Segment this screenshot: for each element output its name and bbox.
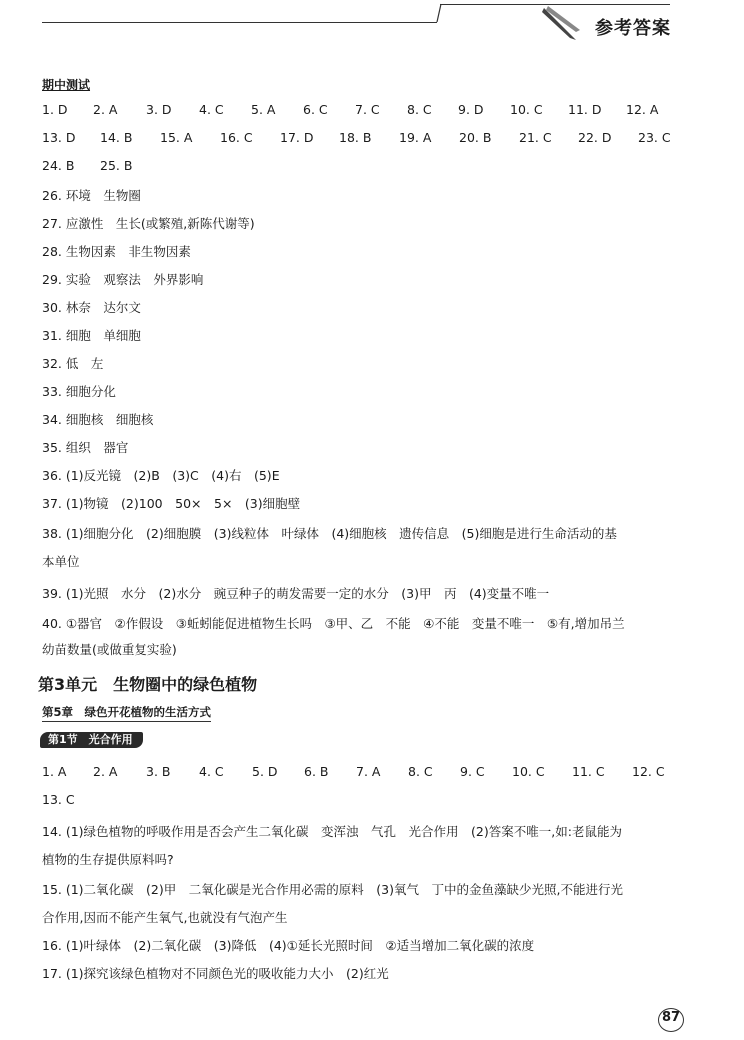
answer-cell: 2. A [93, 764, 118, 779]
answer-cell: 11. D [568, 102, 602, 117]
answer-line: 37. (1)物镜 (2)100 50× 5× (3)细胞壁 [42, 496, 301, 511]
answer-line-continued: 合作用,因而不能产生氧气,也就没有气泡产生 [42, 910, 288, 925]
answer-cell: 7. C [355, 102, 380, 117]
answer-cell: 10. C [510, 102, 543, 117]
answer-line: 39. (1)光照 水分 (2)水分 豌豆种子的萌发需要一定的水分 (3)甲 丙 (4)变量不唯一 [42, 586, 550, 601]
answer-cell: 5. A [251, 102, 276, 117]
answer-cell: 13. D [42, 130, 76, 145]
section-badge: 第1节 光合作用 [40, 732, 143, 748]
answer-cell: 23. C [638, 130, 671, 145]
answer-line: 30. 林奈 达尔文 [42, 300, 141, 315]
answer-cell: 9. D [458, 102, 484, 117]
answer-cell: 11. C [572, 764, 605, 779]
answer-cell: 16. C [220, 130, 253, 145]
header-title: 参考答案 [595, 18, 671, 39]
answer-line: 32. 低 左 [42, 356, 104, 371]
header-slant-decoration [420, 0, 460, 26]
answer-line-continued: 本单位 [42, 554, 80, 569]
answer-cell: 13. C [42, 792, 75, 807]
answer-line-continued: 植物的生存提供原料吗? [42, 852, 174, 867]
answer-cell: 21. C [519, 130, 552, 145]
answer-cell: 3. D [146, 102, 172, 117]
answer-cell: 14. B [100, 130, 133, 145]
answer-line: 28. 生物因素 非生物因素 [42, 244, 191, 259]
answer-line: 34. 细胞核 细胞核 [42, 412, 154, 427]
answer-line: 14. (1)绿色植物的呼吸作用是否会产生二氧化碳 变浑浊 气孔 光合作用 (2)答案不唯一,如:老鼠能为 [42, 824, 622, 839]
answer-cell: 7. A [356, 764, 381, 779]
answer-cell: 4. C [199, 764, 224, 779]
answer-line: 17. (1)探究该绿色植物对不同颜色光的吸收能力大小 (2)红光 [42, 966, 389, 981]
answer-cell: 8. C [407, 102, 432, 117]
answer-line: 40. ①器官 ②作假设 ③蚯蚓能促进植物生长吗 ③甲、乙 不能 ④不能 变量不唯一 ⑤有,增加吊兰 [42, 616, 625, 631]
answer-line: 26. 环境 生物圈 [42, 188, 141, 203]
answer-cell: 6. B [304, 764, 329, 779]
answer-cell: 15. A [160, 130, 193, 145]
answer-cell: 22. D [578, 130, 612, 145]
midterm-label: 期中测试 [42, 78, 91, 92]
answer-cell: 12. C [632, 764, 665, 779]
answer-cell: 9. C [460, 764, 485, 779]
unit-title: 第3单元 生物圈中的绿色植物 [38, 675, 258, 694]
answer-line: 27. 应激性 生长(或繁殖,新陈代谢等) [42, 216, 255, 231]
answer-cell: 6. C [303, 102, 328, 117]
answer-cell: 12. A [626, 102, 659, 117]
answer-cell: 17. D [280, 130, 314, 145]
chapter-title: 第5章 绿色开花植物的生活方式 [42, 704, 211, 722]
header-rule [42, 22, 437, 23]
answer-cell: 19. A [399, 130, 432, 145]
answer-cell: 4. C [199, 102, 224, 117]
answer-cell: 24. B [42, 158, 75, 173]
answer-line: 15. (1)二氧化碳 (2)甲 二氧化碳是光合作用必需的原料 (3)氧气 丁中的金鱼藻缺少光照,不能进行光 [42, 882, 623, 897]
pen-icon [540, 4, 584, 44]
answer-line: 36. (1)反光镜 (2)B (3)C (4)右 (5)E [42, 468, 280, 483]
answer-cell: 25. B [100, 158, 133, 173]
answer-line: 33. 细胞分化 [42, 384, 116, 399]
answer-cell: 1. D [42, 102, 68, 117]
answer-cell: 18. B [339, 130, 372, 145]
answer-cell: 3. B [146, 764, 171, 779]
answer-line-continued: 幼苗数量(或做重复实验) [42, 642, 177, 657]
answer-line: 29. 实验 观察法 外界影响 [42, 272, 204, 287]
answer-cell: 10. C [512, 764, 545, 779]
answer-line: 16. (1)叶绿体 (2)二氧化碳 (3)降低 (4)①延长光照时间 ②适当增加二氧化碳的浓度 [42, 938, 535, 953]
answer-line: 31. 细胞 单细胞 [42, 328, 141, 343]
answer-line: 35. 组织 器官 [42, 440, 129, 455]
answer-cell: 2. A [93, 102, 118, 117]
answer-cell: 5. D [252, 764, 278, 779]
answer-line: 38. (1)细胞分化 (2)细胞膜 (3)线粒体 叶绿体 (4)细胞核 遗传信息 (5)细胞是进行生命活动的基 [42, 526, 617, 541]
answer-cell: 20. B [459, 130, 492, 145]
answer-cell: 1. A [42, 764, 67, 779]
answer-cell: 8. C [408, 764, 433, 779]
page-number: 87 [662, 1010, 681, 1025]
